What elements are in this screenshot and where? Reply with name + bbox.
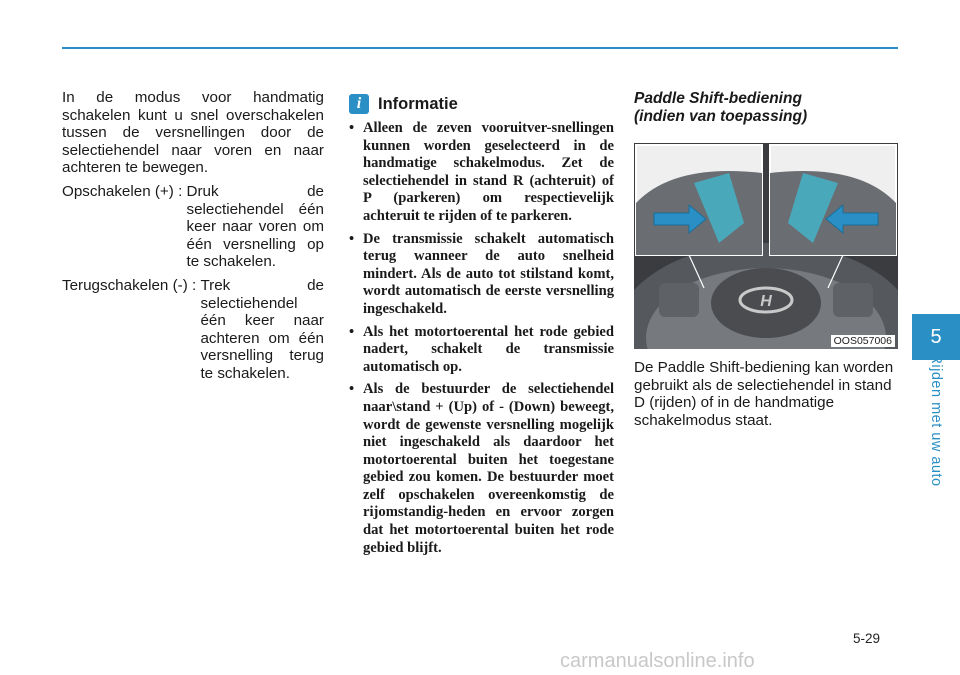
list-item: • De transmissie schakelt automatisch terug wanneer de auto snelheid mindert. Als de auto tot stilstand komt, wordt automatisch de eerste versnelling ingeschakeld.: [349, 231, 614, 319]
manual-shift-column: [62, 89, 324, 389]
list-item: • Alleen de zeven vooruitver-snellingen kunnen worden geselecteerd in de handmatige schakelmodus. Zet de selectiehendel in stand R (achteruit) of P (parkeren) om respectievelijk achteruit te rijden of te parkeren.: [349, 120, 614, 226]
intro-paragraph: In de modus voor handmatig schakelen kunt u snel overschakelen tussen de versnellingen door de selectiehendel naar voren en naar achteren te bewegen.: [62, 89, 324, 177]
list-item: • Als het motortoerental het rode gebied nadert, schakelt de transmissie automatisch op.: [349, 324, 614, 377]
watermark: carmanualsonline.info: [560, 650, 755, 672]
information-box: [349, 94, 614, 562]
page-number: 5-29: [853, 631, 881, 646]
steering-wheel-illustration: [634, 143, 898, 349]
chapter-tab: 5: [912, 314, 960, 360]
downshift-definition: [62, 277, 324, 383]
upshift-description: Druk de selectiehendel één keer naar voren om één versnelling op te schakelen.: [186, 182, 324, 271]
section-title-line1: Paddle Shift-bediening: [634, 90, 802, 107]
information-header: [349, 94, 614, 114]
section-title-line2: (indien van toepassing): [634, 107, 808, 125]
paddle-shift-paragraph: De Paddle Shift-bediening kan worden gebruikt als de selectiehendel in stand D (rijden) of in de handmatige schakelmodus staat.: [634, 359, 894, 429]
paddle-shift-section: [634, 90, 898, 429]
list-item: • Als de bestuurder de selectiehendel naar\stand + (Up) of - (Down) beweegt, wordt de gewenste versnelling mogelijk niet ingeschakeld als daardoor het motortoerental buiten het toegestane gebied zou komen. De bestuurder moet zelf opschakelen overeenkomstig de rijomstandig-heden en ervoor zorgen dat het motortoerental buiten het rode gebied blijft.: [349, 381, 614, 557]
downshift-term: Terugschakelen (-) :: [62, 276, 201, 294]
info-icon: i: [349, 94, 369, 114]
downshift-description: Trek de selectiehendel één keer naar achteren om één versnelling terug te schakelen.: [200, 276, 324, 382]
chapter-label-text: Rijden met uw auto: [928, 353, 944, 487]
information-title: Informatie: [378, 94, 458, 113]
section-title: [634, 90, 898, 125]
svg-text:H: H: [760, 293, 772, 310]
upshift-term: Opschakelen (+) :: [62, 182, 187, 200]
figure-code: OOS057006: [831, 335, 895, 347]
top-rule: [62, 47, 898, 49]
paddle-shift-figure: [634, 143, 898, 349]
upshift-definition: [62, 183, 324, 271]
information-list: [349, 120, 614, 557]
